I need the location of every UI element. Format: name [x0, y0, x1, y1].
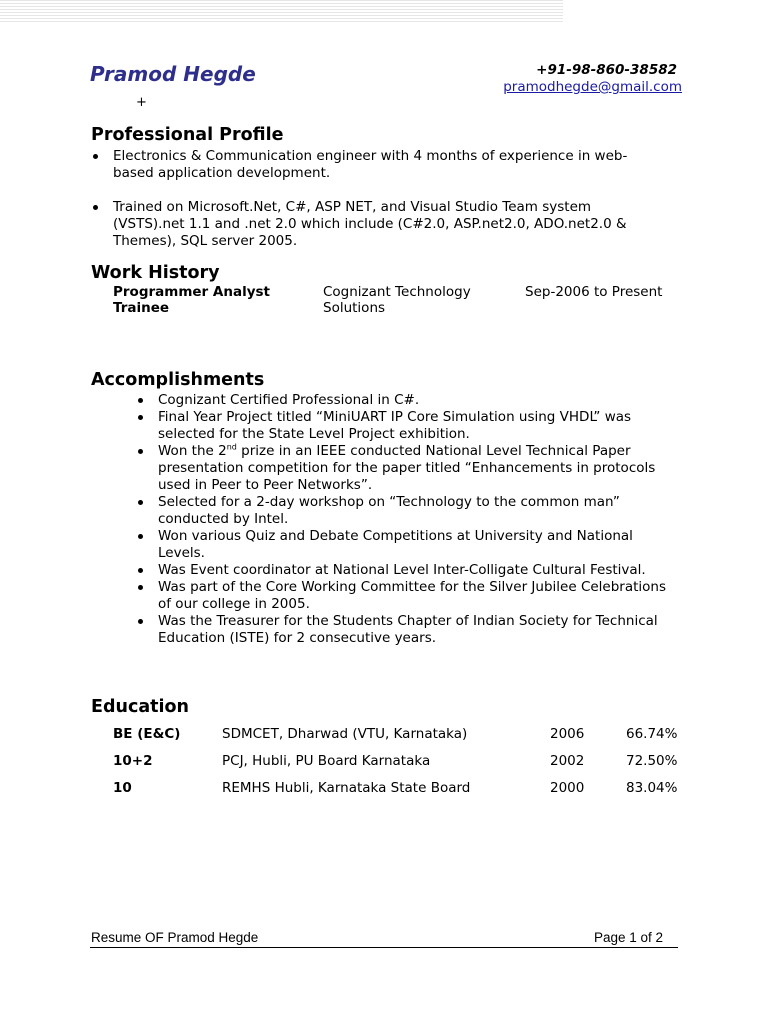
work-title	[113, 284, 270, 316]
section-heading-accomplishments: Accomplishments	[91, 370, 265, 390]
education-institution: SDMCET, Dharwad (VTU, Karnataka)	[222, 726, 468, 742]
education-row	[0, 726, 768, 744]
education-percent: 66.74%	[626, 726, 678, 742]
footer-document-title: Resume OF Pramod Hegde	[91, 930, 259, 945]
email-link[interactable]: pramodhegde@gmail.com	[503, 79, 682, 95]
accomplishments-list	[158, 392, 678, 647]
candidate-name: Pramod Hegde	[90, 62, 256, 86]
accomplishment-item: Was the Treasurer for the Students Chapter of Indian Society for Technical Education (ISTE) for 2 consecutive years.	[158, 613, 678, 647]
work-company-line: Cognizant Technology	[323, 284, 471, 300]
section-heading-education: Education	[91, 697, 189, 717]
accomplishment-text: Won the 2	[158, 443, 227, 459]
accomplishment-text: prize in an IEEE conducted National Level Technical Paper presentation competition for the paper titled “Enhancements in protocols used in Peer to Peer Networks”.	[158, 443, 656, 493]
work-dates: Sep-2006 to Present	[525, 284, 663, 300]
accomplishment-item: Was part of the Core Working Committee for the Silver Jubilee Celebrations of our college in 2005.	[158, 579, 678, 613]
work-company	[323, 284, 471, 316]
footer-page-number: Page 1 of 2	[593, 930, 663, 945]
education-year: 2006	[550, 726, 585, 742]
education-row	[0, 780, 768, 798]
profile-item: Electronics & Communication engineer with 4 months of experience in web-based application development.	[113, 148, 653, 182]
accomplishment-item: Was Event coordinator at National Level Inter-Colligate Cultural Festival.	[158, 562, 678, 579]
education-institution: PCJ, Hubli, PU Board Karnataka	[222, 753, 431, 769]
footer-divider	[90, 947, 678, 948]
ordinal-superscript: nd	[226, 442, 237, 452]
section-heading-profile: Professional Profile	[91, 125, 284, 145]
education-degree: 10	[113, 780, 132, 796]
education-percent: 83.04%	[626, 780, 678, 796]
work-title-line: Trainee	[113, 300, 170, 316]
phone-number: +91-98-860-38582	[536, 62, 677, 78]
profile-list	[113, 148, 653, 250]
education-row	[0, 753, 768, 771]
education-year: 2000	[550, 780, 585, 796]
accomplishment-item: Cognizant Certified Professional in C#.	[158, 392, 678, 409]
accomplishment-item: Won various Quiz and Debate Competitions at University and National Levels.	[158, 528, 678, 562]
education-percent: 72.50%	[626, 753, 678, 769]
plus-mark: +	[136, 95, 147, 110]
education-year: 2002	[550, 753, 585, 769]
header-stripe-decoration	[0, 0, 563, 22]
work-company-line: Solutions	[323, 300, 386, 316]
education-degree: 10+2	[113, 753, 153, 769]
accomplishment-item	[158, 443, 678, 494]
profile-item: Trained on Microsoft.Net, C#, ASP NET, and Visual Studio Team system (VSTS).net 1.1 and .net 2.0 which include (C#2.0, ASP.net2.0, ADO.net2.0 & Themes), SQL server 2005.	[113, 199, 653, 250]
education-institution: REMHS Hubli, Karnataka State Board	[222, 780, 471, 796]
section-heading-work: Work History	[91, 263, 220, 283]
accomplishment-item: Final Year Project titled “MiniUART IP Core Simulation using VHDL” was selected for the State Level Project exhibition.	[158, 409, 678, 443]
accomplishment-item: Selected for a 2-day workshop on “Technology to the common man” conducted by Intel.	[158, 494, 678, 528]
education-degree: BE (E&C)	[113, 726, 181, 742]
work-title-line: Programmer Analyst	[113, 284, 270, 300]
